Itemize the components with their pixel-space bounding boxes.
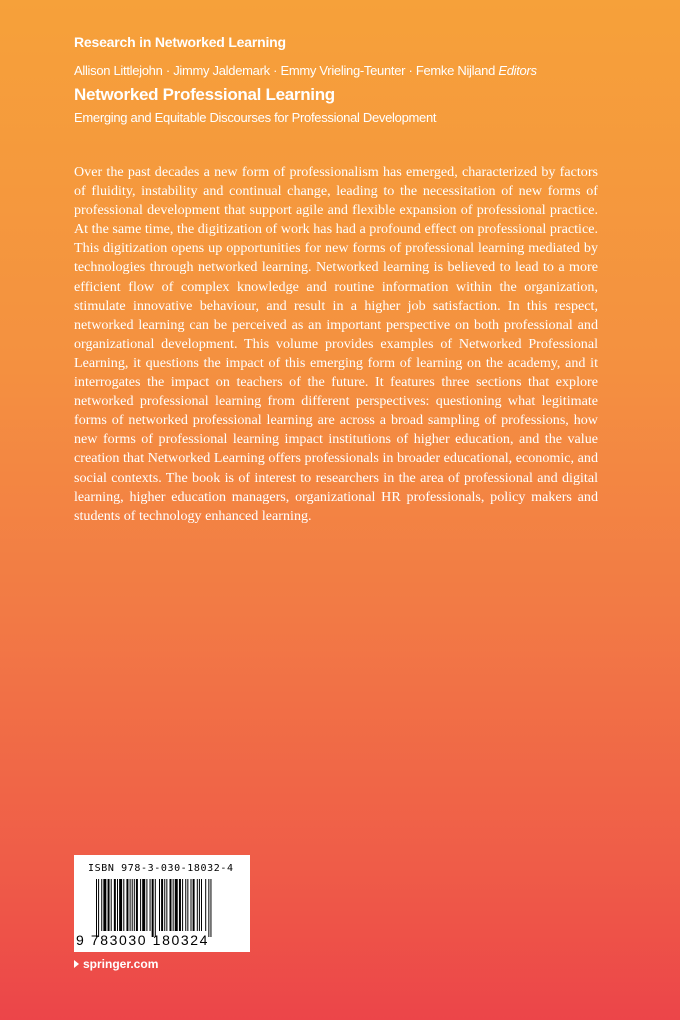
publisher-link[interactable] [74,957,158,971]
barcode-bar [101,879,102,931]
barcode-bar [191,879,192,931]
barcode-bar [159,879,160,931]
editors-line [74,63,537,78]
barcode-bar [146,879,147,931]
barcode-bar [187,879,188,931]
barcode-bar [173,879,174,931]
barcode-bar [182,879,183,931]
barcode-bar [199,879,200,931]
barcode-bar [197,879,198,931]
barcode-bar [117,879,118,931]
barcode-bar [155,879,156,937]
barcode-bar [119,879,122,931]
barcode-bar [111,879,112,931]
barcode-bars [96,879,236,937]
book-subtitle: Emerging and Equitable Discourses for Professional Development [74,110,437,125]
barcode-bar [210,879,211,937]
book-title: Networked Professional Learning [74,85,335,104]
barcode-bar [175,879,178,931]
barcode-bar [108,879,110,931]
barcode-bar [98,879,99,937]
book-description: Over the past decades a new form of professionalism has emerged, characterized by factors of fluidity, instability and continual change, leading to the necessitation of new forms of professional development that support agile and flexible expansion of professional practice. At the same time, the digitization of work has had a profound effect on professional practice. This digitization opens up opportunities for new forms of professional learning mediated by technologies through networked learning. Networked learning is believed to lead to a more efficient flow of complex knowledge and routine information within the organization, stimulate innovative behaviour, and result in a higher job satisfaction. In this respect, networked learning can be perceived as an important perspective on both professional and organizational development. This volume provides examples of Networked Professional Learning, it questions the impact of this emerging form of learning on the academy, and it interrogates the impact on teachers of the future. It features three sections that explore networked professional learning from different perspectives: questioning what legitimate forms of networked professional learning are across a broad sampling of professions, how new forms of professional learning impact institutions of higher education, and the value creation that Networked Learning offers professionals in broader educational, economic, and social contexts. The book is of interest to researchers in the area of professional and digital learning, higher education managers, organizational HR professionals, policy makers and students of technology enhanced learning. [74,164,598,524]
barcode-bar [136,879,138,931]
isbn-label: ISBN 978-3-030-18032-4 [88,863,234,874]
editors-role: Editors [498,63,537,78]
barcode-digits: 9 783030 180324 [76,932,209,948]
barcode-bar [193,879,195,931]
barcode-bar [208,879,209,937]
barcode-bar [170,879,172,931]
editor-names: Allison Littlejohn · Jimmy Jaldemark · Emmy Vrieling-Teunter · Femke Nijland [74,63,496,78]
barcode-bar [164,879,165,931]
publisher-url: springer.com [83,957,159,971]
barcode-bar [205,879,206,931]
barcode-bar [103,879,106,931]
barcode-bar [114,879,116,931]
barcode-bar [134,879,135,931]
isbn-barcode [74,855,250,952]
barcode-bar [96,879,97,937]
barcode-bar [161,879,163,931]
triangle-arrow-icon [74,960,79,968]
barcode-bar [126,879,128,931]
barcode-bar [201,879,202,931]
barcode-bar [179,879,181,931]
barcode-bar [140,879,141,931]
barcode-bar [132,879,133,931]
barcode-bar [152,879,154,937]
barcode-bar [185,879,186,931]
barcode-bar [142,879,145,931]
barcode-bar [123,879,124,931]
series-name: Research in Networked Learning [74,34,286,50]
barcode-bar [130,879,131,931]
barcode-bar [150,879,151,931]
barcode-bar [166,879,167,931]
